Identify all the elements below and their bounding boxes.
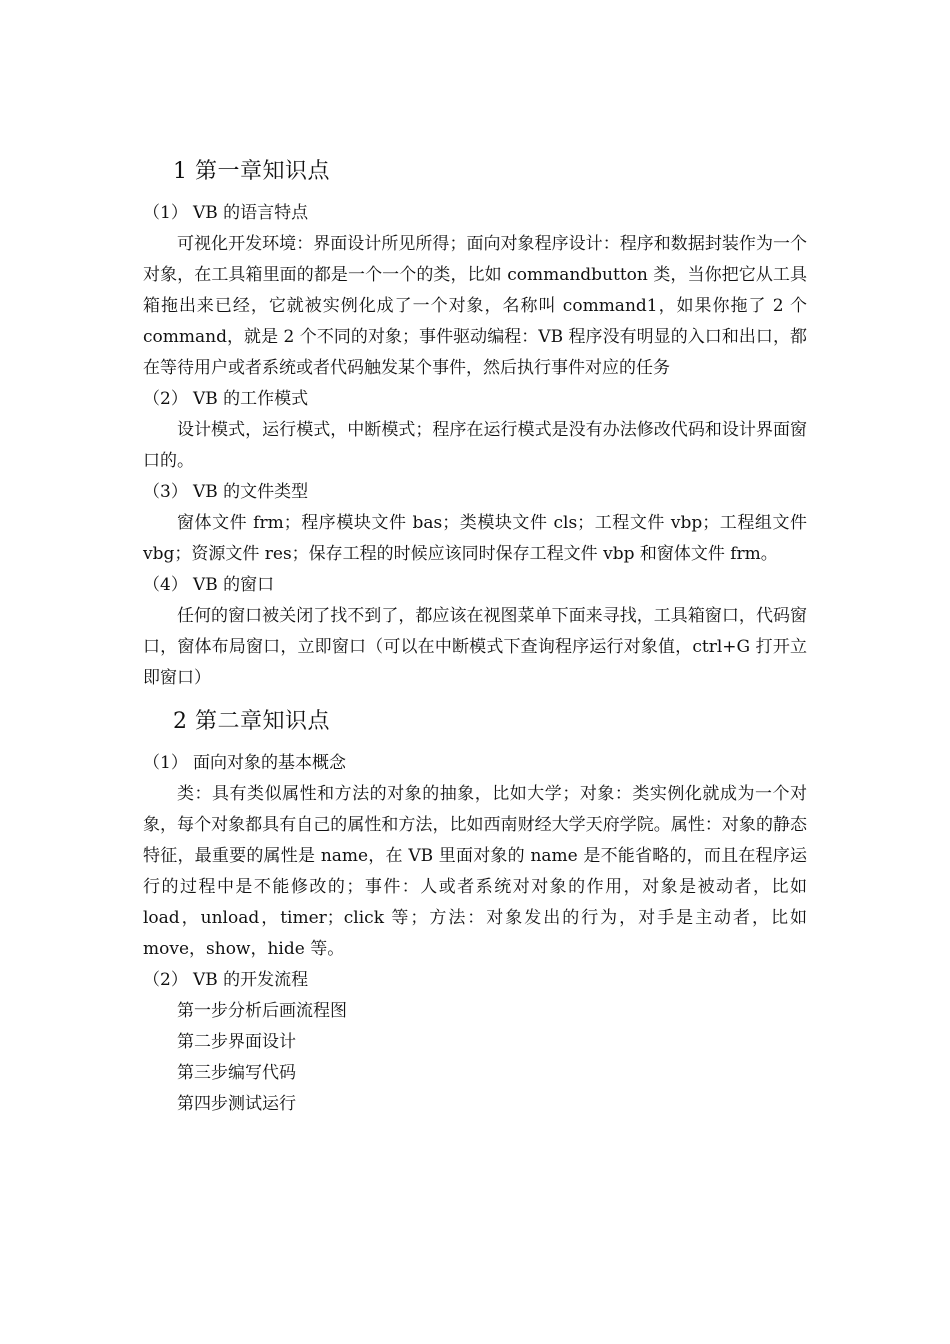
section-title: VB 的语言特点 xyxy=(193,203,309,223)
section-title: VB 的窗口 xyxy=(193,575,275,595)
section-number: （1） xyxy=(143,203,188,223)
section-title: 面向对象的基本概念 xyxy=(193,753,346,773)
step-item: 第三步编写代码 xyxy=(177,1063,296,1083)
document-content xyxy=(143,150,807,1120)
step-item: 第二步界面设计 xyxy=(177,1032,296,1052)
chapter-1-section-2-heading xyxy=(143,384,807,415)
section-number: （3） xyxy=(143,482,188,502)
chapter-2-section-2-heading xyxy=(143,965,807,996)
section-title: VB 的工作模式 xyxy=(193,389,309,409)
chapter-1-section-1-heading xyxy=(143,198,807,229)
chapter-1-section-3-heading xyxy=(143,477,807,508)
section-number: （2） xyxy=(143,389,188,409)
section-number: （4） xyxy=(143,575,188,595)
section-number: （1） xyxy=(143,753,188,773)
chapter-1-section-4-heading xyxy=(143,570,807,601)
chapter-2-section-1-heading xyxy=(143,748,807,779)
chapter-1-section-4-body: 任何的窗口被关闭了找不到了，都应该在视图菜单下面来寻找，工具箱窗口，代码窗口，窗体布局窗口，立即窗口（可以在中断模式下查询程序运行对象值，ctrl+G 打开立即窗口） xyxy=(143,606,807,688)
section-title: VB 的文件类型 xyxy=(193,482,309,502)
section-number: （2） xyxy=(143,970,188,990)
section-title: VB 的开发流程 xyxy=(193,970,309,990)
chapter-1-section-3-body: 窗体文件 frm；程序模块文件 bas；类模块文件 cls；工程文件 vbp；工程组文件 vbg；资源文件 res；保存工程的时候应该同时保存工程文件 vbp 和窗体文件 frm。 xyxy=(143,513,807,564)
chapter-1-section-1-body: 可视化开发环境：界面设计所见所得；面向对象程序设计：程序和数据封装作为一个对象，在工具箱里面的都是一个一个的类，比如 commandbutton 类，当你把它从工具箱拖出来已经，它就被实例化成了一个对象，名称叫 command1，如果你拖了 2 个 command，就是 2 个不同的对象；事件驱动编程：VB 程序没有明显的入口和出口，都在等待用户或者系统或者代码触发某个事件，然后执行事件对应的任务 xyxy=(143,234,807,378)
chapter-1-title: 1 第一章知识点 xyxy=(173,159,330,184)
step-item: 第一步分析后画流程图 xyxy=(177,1001,347,1021)
chapter-2-section-1-body: 类：具有类似属性和方法的对象的抽象，比如大学；对象：类实例化就成为一个对象，每个对象都具有自己的属性和方法，比如西南财经大学天府学院。属性：对象的静态特征，最重要的属性是 name，在 VB 里面对象的 name 是不能省略的，而且在程序运行的过程中是不能修改的；事件：人或者系统对对象的作用，对象是被动者，比如 load，unload，timer；click 等；方法：对象发出的行为，对手是主动者，比如 move，show，hide 等。 xyxy=(143,784,807,959)
step-item: 第四步测试运行 xyxy=(177,1094,296,1114)
chapter-2-title: 2 第二章知识点 xyxy=(173,709,330,734)
chapter-1-section-2-body: 设计模式，运行模式，中断模式；程序在运行模式是没有办法修改代码和设计界面窗口的。 xyxy=(143,420,807,471)
